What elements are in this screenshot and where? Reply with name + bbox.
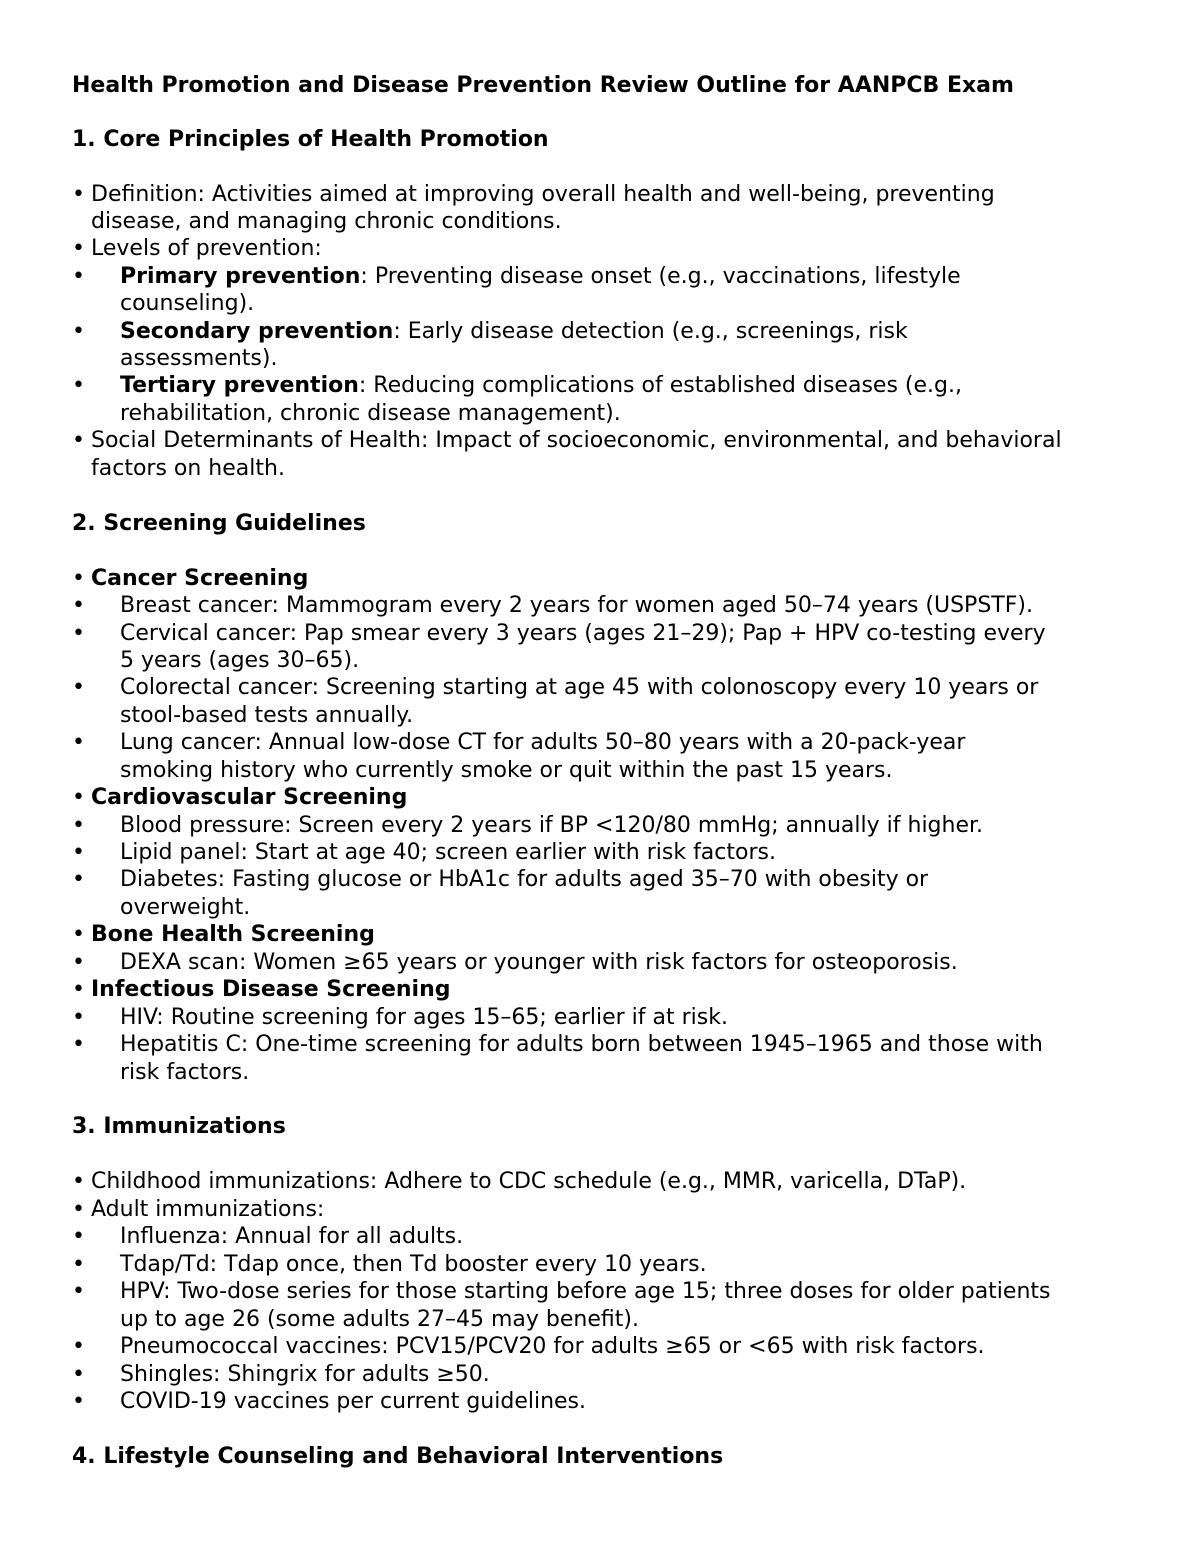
list-item: Pneumococcal vaccines: PCV15/PCV20 for adults ≥65 or <65 with risk factors. (120, 1334, 985, 1359)
list-item-continuation: risk factors. (120, 1060, 250, 1085)
list-item: Influenza: Annual for all adults. (120, 1224, 464, 1249)
subsection-heading: Cardiovascular Screening (91, 785, 408, 810)
bullet-icon: • (72, 566, 85, 591)
bullet-icon: • (72, 373, 85, 398)
section-heading: 1. Core Principles of Health Promotion (72, 127, 549, 152)
item-term: Primary prevention (120, 264, 361, 289)
subsection-heading: Cancer Screening (91, 566, 309, 591)
bullet-icon: • (72, 1224, 85, 1249)
list-item (120, 318, 908, 345)
list-item (120, 263, 961, 290)
bullet-icon: • (72, 1169, 85, 1194)
list-item: Breast cancer: Mammogram every 2 years for women aged 50–74 years (USPSTF). (120, 593, 1033, 618)
item-term: Secondary prevention (120, 319, 394, 344)
section-heading: 2. Screening Guidelines (72, 511, 366, 536)
list-item: Lung cancer: Annual low-dose CT for adults 50–80 years with a 20-pack-year (120, 730, 966, 755)
section-heading: 3. Immunizations (72, 1114, 286, 1139)
bullet-icon: • (72, 840, 85, 865)
list-item (120, 372, 962, 399)
list-item-continuation: counseling). (120, 291, 255, 316)
bullet-icon: • (72, 319, 85, 344)
bullet-icon: • (72, 182, 85, 207)
list-item: Shingles: Shingrix for adults ≥50. (120, 1362, 490, 1387)
bullet-icon: • (72, 1252, 85, 1277)
list-item: Definition: Activities aimed at improving overall health and well-being, preventing (91, 182, 995, 207)
item-text: : Early disease detection (e.g., screenings, risk (393, 319, 908, 344)
list-item-continuation: overweight. (120, 895, 251, 920)
section-heading: 4. Lifestyle Counseling and Behavioral Interventions (72, 1444, 724, 1469)
list-item-continuation: stool-based tests annually. (120, 703, 414, 728)
list-item: HIV: Routine screening for ages 15–65; earlier if at risk. (120, 1005, 728, 1030)
bullet-icon: • (72, 1334, 85, 1359)
bullet-icon: • (72, 593, 85, 618)
bullet-icon: • (72, 867, 85, 892)
bullet-icon: • (72, 785, 85, 810)
list-item: DEXA scan: Women ≥65 years or younger with risk factors for osteoporosis. (120, 950, 958, 975)
item-text: : Preventing disease onset (e.g., vaccinations, lifestyle (360, 264, 961, 289)
list-item: Tdap/Td: Tdap once, then Td booster every 10 years. (120, 1252, 707, 1277)
list-item: Childhood immunizations: Adhere to CDC schedule (e.g., MMR, varicella, DTaP). (91, 1169, 967, 1194)
subsection-heading: Infectious Disease Screening (91, 977, 451, 1002)
list-item: Diabetes: Fasting glucose or HbA1c for adults aged 35–70 with obesity or (120, 867, 929, 892)
list-item: Adult immunizations: (91, 1197, 325, 1222)
bullet-icon: • (72, 1032, 85, 1057)
list-item-continuation: factors on health. (91, 456, 285, 481)
bullet-icon: • (72, 264, 85, 289)
list-item: Levels of prevention: (91, 236, 322, 261)
bullet-icon: • (72, 428, 85, 453)
list-item-continuation: disease, and managing chronic conditions. (91, 209, 562, 234)
bullet-icon: • (72, 922, 85, 947)
list-item: Hepatitis C: One-time screening for adults born between 1945–1965 and those with (120, 1032, 1043, 1057)
bullet-icon: • (72, 1279, 85, 1304)
bullet-icon: • (72, 1197, 85, 1222)
bullet-icon: • (72, 977, 85, 1002)
list-item: COVID-19 vaccines per current guidelines. (120, 1389, 587, 1414)
document-title: Health Promotion and Disease Prevention Review Outline for AANPCB Exam (72, 73, 1014, 98)
bullet-icon: • (72, 621, 85, 646)
subsection-heading: Bone Health Screening (91, 922, 375, 947)
item-text: : Reducing complications of established diseases (e.g., (358, 373, 962, 398)
bullet-icon: • (72, 950, 85, 975)
list-item: HPV: Two-dose series for those starting before age 15; three doses for older patients (120, 1279, 1051, 1304)
list-item-continuation: rehabilitation, chronic disease management). (120, 401, 621, 426)
bullet-icon: • (72, 236, 85, 261)
bullet-icon: • (72, 1389, 85, 1414)
bullet-icon: • (72, 730, 85, 755)
list-item: Lipid panel: Start at age 40; screen earlier with risk factors. (120, 840, 776, 865)
bullet-icon: • (72, 1362, 85, 1387)
list-item-continuation: 5 years (ages 30–65). (120, 648, 360, 673)
bullet-icon: • (72, 1005, 85, 1030)
item-term: Tertiary prevention (120, 373, 359, 398)
bullet-icon: • (72, 813, 85, 838)
list-item: Blood pressure: Screen every 2 years if BP <120/80 mmHg; annually if higher. (120, 813, 984, 838)
list-item-continuation: assessments). (120, 346, 278, 371)
list-item: Colorectal cancer: Screening starting at age 45 with colonoscopy every 10 years or (120, 675, 1039, 700)
list-item: Social Determinants of Health: Impact of socioeconomic, environmental, and behavioral (91, 428, 1062, 453)
bullet-icon: • (72, 675, 85, 700)
list-item-continuation: up to age 26 (some adults 27–45 may benefit). (120, 1307, 639, 1332)
list-item-continuation: smoking history who currently smoke or quit within the past 15 years. (120, 758, 893, 783)
list-item: Cervical cancer: Pap smear every 3 years (ages 21–29); Pap + HPV co-testing every (120, 621, 1046, 646)
